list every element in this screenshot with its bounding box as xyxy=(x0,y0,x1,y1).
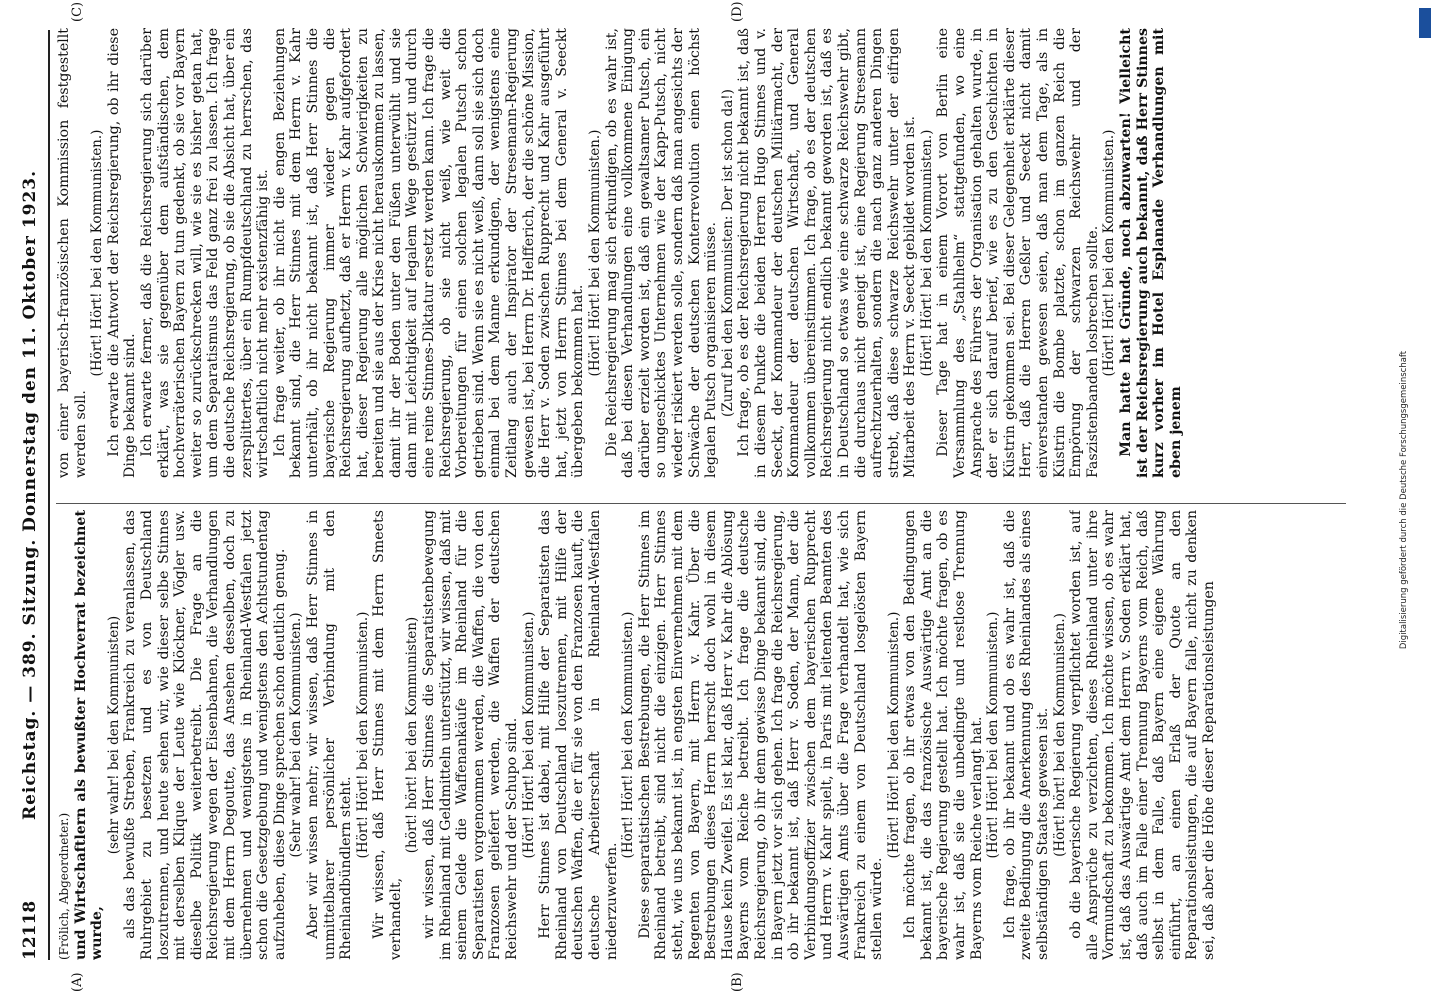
running-header xyxy=(8,30,48,960)
interjection: (Zuruf bei den Kommunisten: Der ist schon da!) xyxy=(719,89,736,417)
paragraph: wir wissen, daß Herr Stinnes die Separatistenbewegung im Rheinland mit Geldmitteln unterstützt, wir wissen, daß mit seinem Gelde die Waffenankäufe im Rheinland für die Separatisten vorgenommen werden, die Waffen, die von den Franzosen geliefert werden, die Waffen der deutschen Reichswehr und der Schupo sind. xyxy=(421,510,521,960)
page-title: Reichstag. — 389. Sitzung. Donnerstag den 11. Oktober 1923. xyxy=(20,169,40,821)
dfg-logo xyxy=(1419,8,1431,38)
paragraph: von einer bayerisch-französischen Kommission festgestellt werden soll. xyxy=(56,28,89,478)
interjection: (Hört! Hört! bei den Kommunisten.) xyxy=(1101,129,1118,377)
interjection: (Hört! Hört! bei den Kommunisten.) xyxy=(985,611,1002,859)
paragraph: Ich frage, ob ihr bekannt und ob es wahr ist, daß die zweite Bedingung die Anerkennung des Rheinlandes als eines selbständigen Staates gewesen ist. xyxy=(1001,510,1052,960)
paragraph: Ich erwarte ferner, daß die Reichsregierung sich darüber erklärt, was sie gegenüber dem aufständischen, dem hochverräterischen Bayern zu tun gedenkt, ob sie vor Bayern weiter so zurückschrecken will, wie sie es bisher getan hat, um dem Separatismus das Feld ganz frei zu lassen. Ich frage die deutsche Reichsregierung, ob sie die Absicht hat, über ein zersplittertes, über ein Rumpfdeutschland zu herrschen, das wirtschaftlich nicht mehr existenzfähig ist. xyxy=(138,28,272,478)
interjection: (Sehr wahr! bei den Kommunisten.) xyxy=(288,612,305,858)
interjection: (Hört! Hört! bei den Kommunisten.) xyxy=(587,129,603,377)
paragraph: Man hatte hat Gründe, noch abzuwarten! Vielleicht ist der Reichsregierung auch bekannt, daß Herr Stinnes kurz vorher im Hotel Esplanade Verhandlungen mit eben jenem xyxy=(1118,28,1184,478)
paragraph: Ich möchte fragen, ob ihr etwas von den Bedingungen bekannt ist, die das französische Auswärtige Amt an die bayerische Regierung gestellt hat. Ich möchte fragen, ob es wahr ist, daß sie die unbedingte und restlose Trennung Bayerns vom Reiche verlangt hat. xyxy=(902,510,985,960)
interjection: (Hört! Hört! bei den Kommunisten.) xyxy=(354,611,371,859)
margin-mark-b: (B) xyxy=(730,972,745,992)
paragraph: Ich erwarte die Antwort der Reichsregierung, ob ihr diese Dinge bekannt sind. xyxy=(105,28,139,478)
page-number: 12118 xyxy=(20,900,40,960)
paragraph: Diese separatistischen Bestrebungen, die Herr Stinnes im Rheinland betreibt, sind nicht die einzigen. Herr Stinnes steht, wie uns bekannt ist, in engsten Einvernehmen mit dem Regenten von Bayern, mit Herrn v. Kahr. Über die Bestrebungen dieses Herrn herrscht doch wohl in diesem Hause kein Zweifel. Es ist klar, daß Herr v. Kahr die Ablösung Bayerns vom Reiche betreibt. Ich frage die deutsche Reichsregierung, ob ihr denn gewisse Dinge bekannt sind, die in Bayern jetzt vor sich gehen. Ich frage die Reichsregierung, ob ihr bekannt ist, daß Herr v. Soden, der Mann, der die Verbindungsoffizier zwischen dem bayerischen Rupprecht und Herrn v. Kahr spielt, in Paris mit leitenden Beamten des Auswärtigen Amts über die Frage verhandelt hat, wie sich Frankreich zu einem von Deutschland losgelösten Bayern stellen würde. xyxy=(636,510,886,960)
paragraph: Ich frage, ob es der Reichsregierung nicht bekannt ist, daß in diesem Punkte die beiden Herren Hugo Stinnes und v. Seeckt, der Kommandeur der deutschen Militärmacht, der Kommandeur der deutschen Wirtschaft, und General vollkommen übereinstimmen. Ich frage, ob es der deutschen Reichsregierung nicht endlich bekannt geworden ist, daß es in Deutschland so etwas wie eine schwarze Reichswehr gibt, die durchaus nicht geneigt ist, eine Regierung Stresemann aufrechtzuerhalten, sondern die nach ganz anderen Dingen strebt, daß diese schwarze Reichswehr unter der eifrigen Mitarbeit des Herrn v. Seeckt gebildet worden ist. xyxy=(736,28,919,478)
paragraph: und Wirtschaftlern als bewußter Hochverrat bezeichnet wurde, xyxy=(72,510,106,960)
right-column xyxy=(56,28,1356,478)
paragraph: ob die bayerische Regierung verpflichtet worden ist, auf alle Ansprüche zu verzichten, dieses Rheinland unter ihre Vormundschaft zu bekommen. Ich möchte wissen, ob es wahr ist, daß das Auswärtige Amt dem Herrn v. Soden erklärt hat, daß auch im Falle einer Trennung Bayerns vom Reich, daß selbst in dem Falle, daß Bayern eine eigene Währung einführt, an einen Erlaß der Quote an den Reparationsleistungen, die auf Bayern falle, nicht zu denken sei, daß aber die Höhe dieser Reparationsleistungen xyxy=(1068,510,1217,960)
interjection: (Hört! Hört! bei den Kommunisten.) xyxy=(520,611,537,859)
column-divider xyxy=(56,503,1346,504)
paragraph: Dieser Tage hat in einem Vorort von Berlin eine Versammlung des „Stahlhelm“ stattgefunden, wo eine Ansprache des Führers der Organisation gehalten wurde, in der er sich darauf berief, wie es zu den Geschichten in Küstrin gekommen sei. Bei dieser Gelegenheit erklärte dieser Herr, daß die Herren Geßler und Seeckt nicht damit einverstanden gewesen seien, daß man dem Tage, als in Küstrin die Bombe platzte, schon im ganzen Reich die Empörung der schwarzen Reichswehr und der Faszistenbanden losbrechen sollte. xyxy=(935,28,1101,478)
header-rule xyxy=(48,30,50,960)
interjection: (Hört! Hört! bei den Kommunisten.) xyxy=(620,611,637,859)
interjection: (Hört! hört! bei den Kommunisten.) xyxy=(1051,613,1068,857)
interjection: (Hört! Hört! bei den Kommunisten.) xyxy=(918,129,935,377)
left-column xyxy=(56,510,1356,960)
margin-mark-c: (C) xyxy=(70,1,85,22)
margin-mark-a: (A) xyxy=(70,972,85,992)
paragraph: Aber wir wissen mehr; wir wissen, daß Herr Stinnes in unmittelbarer persönlicher Verbindung mit den Rheinlandbündlern steht. xyxy=(304,510,355,960)
paragraph: Ich frage weiter, ob ihr nicht die engen Beziehungen bekannt sind, die Herr Stinnes mit dem Herrn v. Kahr unterhält, ob ihr nicht bekannt ist, daß Herr Stinnes die bayerische Regierung immer wieder gegen die Reichsregierung aufhetzt, daß er Herrn v. Kahr aufgefordert hat, dieser Regierung alle möglichen Schwierigkeiten zu bereiten und sie aus der Krise nicht herauskommen zu lassen, damit ihr der Boden unter den Füßen unterwühlt und sie dann mit Leichtigkeit auf legalem Wege gestürzt und durch eine reine Stinnes-Diktatur ersetzt werden kann. Ich frage die Reichsregierung, ob sie nicht weiß, wie weit die Vorbereitungen für einen solchen legalen Putsch schon getrieben sind. Wenn sie es nicht weiß, dann soll sie sich doch einmal bei dem Manne erkundigen, der wenigstens eine Zeitlang auch der Inspirator der Stresemann-Regierung gewesen ist, bei Herrn Dr. Helfferich, der die schöne Mission, die Herr v. Soden zwischen Rupprecht und Kahr ausgeführt hat, jetzt von Herrn Stinnes bei dem General v. Seeckt übergeben bekommen hat. xyxy=(271,28,587,478)
speaker-label: (Frölich, Abgeordneter.) xyxy=(57,812,71,960)
paragraph: Herr Stinnes ist dabei, mit Hilfe der Separatisten das Rheinland von Deutschland loszutrennen, mit Hilfe der deutschen Waffen, die er für sie von den Franzosen kauft, die deutsche Arbeiterschaft in Rheinland-Westfalen niederzuwerfen. xyxy=(537,510,620,960)
margin-mark-d: (D) xyxy=(730,1,745,22)
interjection: (sehr wahr! bei den Kommunisten) xyxy=(105,615,122,855)
interjection: (Hört! Hört! bei den Kommunisten.) xyxy=(89,129,106,377)
interjection: (Hört! Hört! bei den Kommunisten.) xyxy=(885,611,902,859)
paragraph: Die Reichsregierung mag sich erkundigen, ob es wahr ist, daß bei diesen Verhandlungen eine vollkommene Einigung darüber erzielt worden ist, daß ein gewaltsamer Putsch, ein so ungeschicktes Unternehmen wie der Kapp-Putsch, nicht wieder riskiert werden solle, sondern daß man angesichts der Schwäche der deutschen Konterrevolution einen höchst legalen Putsch organisieren müsse. xyxy=(603,28,720,478)
digitization-note: Digitalisierung gefördert durch die Deutsche Forschungsgemeinschaft xyxy=(1399,350,1409,650)
interjection: (hört! hört! bei den Kommunisten) xyxy=(404,616,421,854)
paragraph: als das bewußte Streben, Frankreich zu veranlassen, das Ruhrgebiet zu besetzen und es von Deutschland loszutrennen, und heute sehen wir, wie dieser selbe Stinnes mit derselben Klique der Leute wie Klöckner, Vögler usw. dieselbe Politik weiterbetreibt. Die Frage an die Reichsregierung wegen der Eisenbahnen, die Verhandlungen mit dem Herrn Degoutte, das Ansehen desselben, doch zu übernehmen und wenigstens in Rheinland-Westfalen jetzt schon die Gesetzgebung und wenigstens den Achtstundentag aufzuheben, diese Dinge sprechen schon deutlich genug. xyxy=(122,510,288,960)
paragraph: Wir wissen, daß Herr Stinnes mit dem Herrn Smeets verhandelt, xyxy=(371,510,404,960)
